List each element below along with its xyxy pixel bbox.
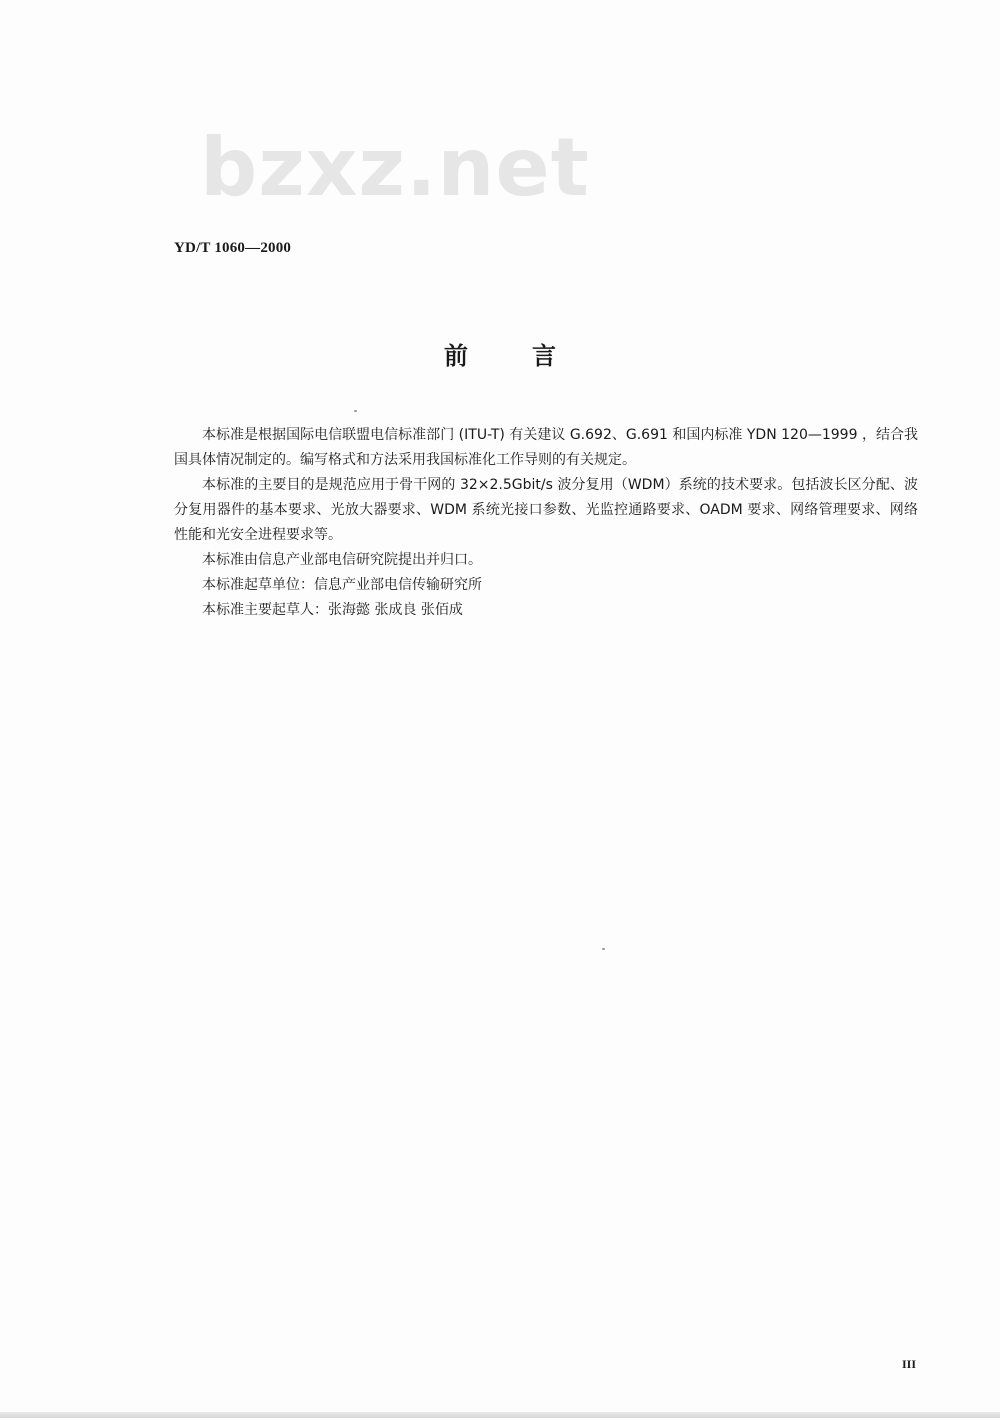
- foreword-body: [174, 423, 918, 623]
- paragraph-purpose: 本标准的主要目的是规范应用于骨干网的 32×2.5Gbit/s 波分复用（WDM）系统的技术要求。包括波长区分配、波分复用器件的基本要求、光放大器要求、WDM 系统光接口参数、光监控通路要求、OADM 要求、网络管理要求、网络性能和光安全进程要求等。: [174, 477, 918, 543]
- watermark-text: bzxz.net: [200, 121, 590, 214]
- paragraph-proposer: 本标准由信息产业部电信研究院提出并归口。: [202, 552, 482, 568]
- page-title: [0, 336, 1000, 371]
- page-number: III: [902, 1357, 917, 1371]
- standard-number: YD/T 1060—2000: [174, 240, 292, 256]
- paragraph-drafters: 本标准主要起草人：张海懿 张成良 张佰成: [202, 602, 463, 618]
- paragraph-basis: 本标准是根据国际电信联盟电信标准部门 (ITU-T) 有关建议 G.692、G.691 和国内标准 YDN 120—1999 ，结合我国具体情况制定的。编写格式和方法采用我国标准化工作导则的有关规定。: [174, 427, 918, 468]
- title-char-1: 前: [444, 342, 468, 370]
- scan-speck: [354, 410, 357, 412]
- paragraph-drafting-unit: 本标准起草单位：信息产业部电信传输研究所: [202, 577, 482, 593]
- scan-speck: [602, 948, 605, 950]
- title-char-2: 言: [532, 342, 556, 370]
- page-bottom-edge: [0, 1412, 1000, 1418]
